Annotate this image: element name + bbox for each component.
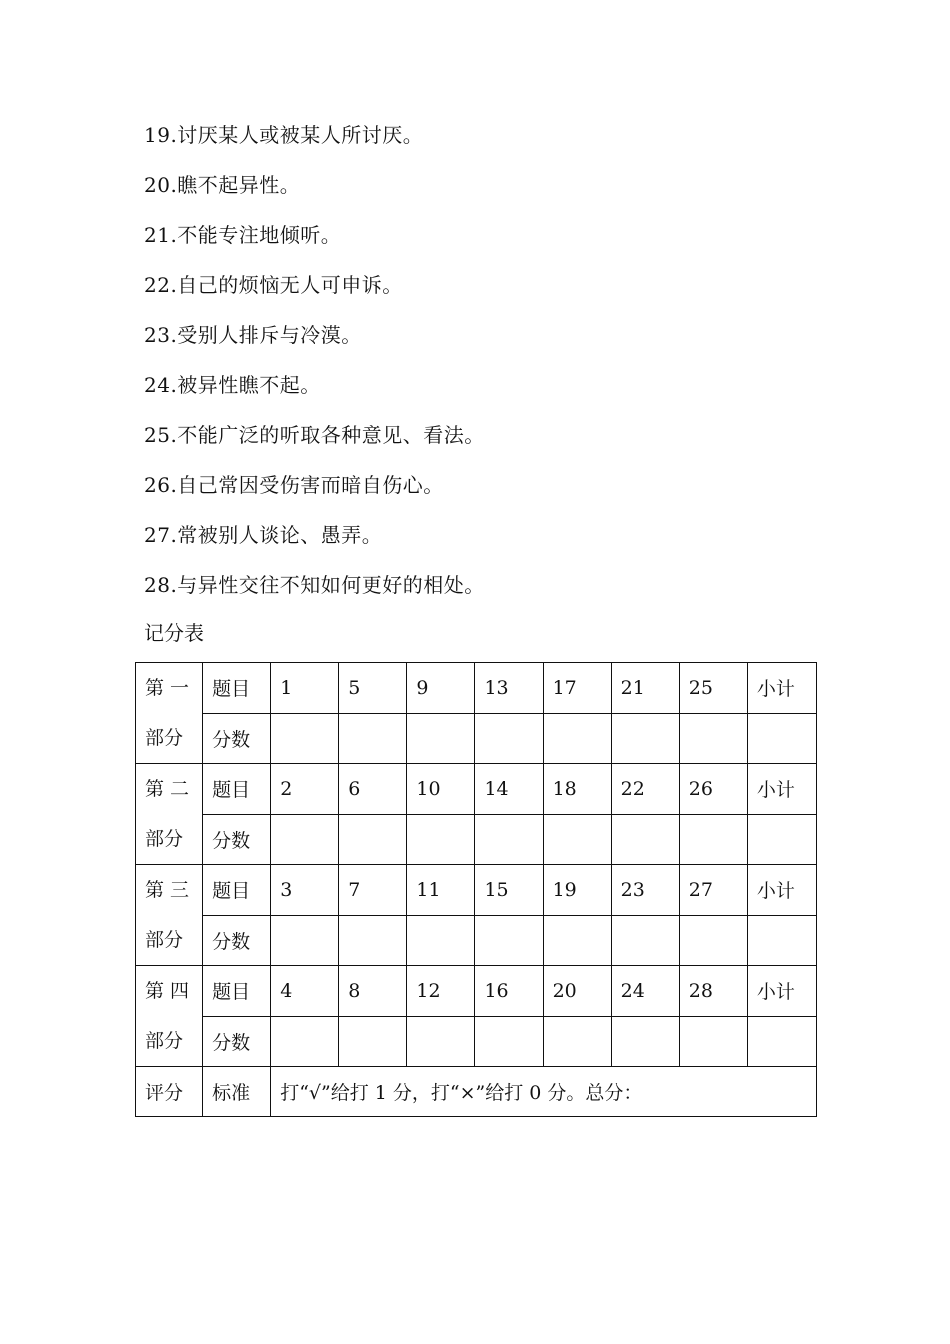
score-label-cell: 分数 [203,1016,271,1067]
question-number-cell: 18 [543,764,611,815]
part-name-line2: 部分 [145,929,184,951]
score-entry-cell[interactable] [339,1016,407,1067]
score-entry-cell[interactable] [475,1016,543,1067]
scoring-rule-cell: 打“√”给打 1 分，打“×”给打 0 分。总分： [271,1067,817,1117]
part-name-line2: 部分 [145,727,184,749]
question-number-cell: 21 [611,663,679,714]
score-entry-cell[interactable] [339,915,407,966]
score-table-title: 记分表 [144,621,204,645]
question-number-cell: 14 [475,764,543,815]
question-number-cell: 9 [407,663,475,714]
question-number-cell: 17 [543,663,611,714]
part-name-line1: 第 二 [145,778,190,800]
question-number-cell: 20 [543,966,611,1017]
score-entry-cell[interactable] [407,1016,475,1067]
topic-label-cell: 题目 [203,966,271,1017]
scoring-label-cell: 评分 [136,1067,203,1117]
question-item: 20.瞧不起异性。 [144,173,301,197]
score-entry-cell[interactable] [475,814,543,865]
subtotal-label-cell: 小计 [747,764,816,815]
topic-label-cell: 题目 [203,865,271,916]
table-row [136,764,817,815]
score-entry-cell[interactable] [747,915,816,966]
part-name-line1: 第 三 [145,879,190,901]
part-name-cell [136,764,203,865]
score-label-cell: 分数 [203,713,271,764]
question-number-cell: 16 [475,966,543,1017]
score-entry-cell[interactable] [339,713,407,764]
table-row [136,713,817,764]
question-item: 21.不能专注地倾听。 [144,223,342,247]
score-label-cell: 分数 [203,915,271,966]
subtotal-label-cell: 小计 [747,663,816,714]
question-number-cell: 28 [679,966,747,1017]
table-row [136,1016,817,1067]
question-number-cell: 27 [679,865,747,916]
score-entry-cell[interactable] [611,915,679,966]
score-entry-cell[interactable] [543,915,611,966]
question-number-cell: 25 [679,663,747,714]
score-entry-cell[interactable] [407,713,475,764]
score-entry-cell[interactable] [747,1016,816,1067]
question-item: 25.不能广泛的听取各种意见、看法。 [144,423,485,447]
question-item: 28.与异性交往不知如何更好的相处。 [144,573,485,597]
question-number-cell: 1 [271,663,339,714]
subtotal-label-cell: 小计 [747,865,816,916]
question-number-cell: 24 [611,966,679,1017]
question-item: 22.自己的烦恼无人可申诉。 [144,273,403,297]
question-item: 19.讨厌某人或被某人所讨厌。 [144,123,424,147]
part-name-cell [136,966,203,1067]
part-name-line1: 第 四 [145,980,190,1002]
part-name-cell [136,663,203,764]
score-entry-cell[interactable] [543,713,611,764]
question-number-cell: 3 [271,865,339,916]
score-entry-cell[interactable] [407,915,475,966]
topic-label-cell: 题目 [203,764,271,815]
part-name-line2: 部分 [145,828,184,850]
question-item: 24.被异性瞧不起。 [144,373,321,397]
part-name-line2: 部分 [145,1030,184,1052]
table-row [136,1067,817,1117]
table-row [136,663,817,714]
score-entry-cell[interactable] [271,1016,339,1067]
score-entry-cell[interactable] [611,814,679,865]
question-number-cell: 19 [543,865,611,916]
score-entry-cell[interactable] [611,713,679,764]
score-entry-cell[interactable] [407,814,475,865]
score-entry-cell[interactable] [271,713,339,764]
score-label-cell: 分数 [203,814,271,865]
score-entry-cell[interactable] [475,713,543,764]
question-number-cell: 15 [475,865,543,916]
score-entry-cell[interactable] [339,814,407,865]
score-entry-cell[interactable] [271,915,339,966]
question-item: 23.受别人排斥与冷漠。 [144,323,362,347]
question-number-cell: 13 [475,663,543,714]
score-entry-cell[interactable] [611,1016,679,1067]
score-table-body [136,663,817,1117]
table-row [136,865,817,916]
part-name-line1: 第 一 [145,677,190,699]
score-entry-cell[interactable] [679,915,747,966]
question-item: 26.自己常因受伤害而暗自伤心。 [144,473,444,497]
question-number-cell: 23 [611,865,679,916]
score-entry-cell[interactable] [679,713,747,764]
question-item: 27.常被别人谈论、愚弄。 [144,523,383,547]
score-entry-cell[interactable] [271,814,339,865]
score-table [135,662,817,1117]
topic-label-cell: 题目 [203,663,271,714]
question-number-cell: 12 [407,966,475,1017]
question-number-cell: 6 [339,764,407,815]
subtotal-label-cell: 小计 [747,966,816,1017]
question-number-cell: 5 [339,663,407,714]
score-entry-cell[interactable] [679,1016,747,1067]
question-number-cell: 11 [407,865,475,916]
score-entry-cell[interactable] [747,713,816,764]
score-entry-cell[interactable] [747,814,816,865]
table-row [136,966,817,1017]
score-entry-cell[interactable] [543,814,611,865]
question-number-cell: 8 [339,966,407,1017]
score-entry-cell[interactable] [475,915,543,966]
question-number-cell: 7 [339,865,407,916]
question-number-cell: 2 [271,764,339,815]
score-entry-cell[interactable] [679,814,747,865]
question-list [144,116,485,616]
question-number-cell: 26 [679,764,747,815]
scoring-sublabel-cell: 标准 [203,1067,271,1117]
score-entry-cell[interactable] [543,1016,611,1067]
table-row [136,915,817,966]
question-number-cell: 4 [271,966,339,1017]
question-number-cell: 22 [611,764,679,815]
part-name-cell [136,865,203,966]
question-number-cell: 10 [407,764,475,815]
table-row [136,814,817,865]
